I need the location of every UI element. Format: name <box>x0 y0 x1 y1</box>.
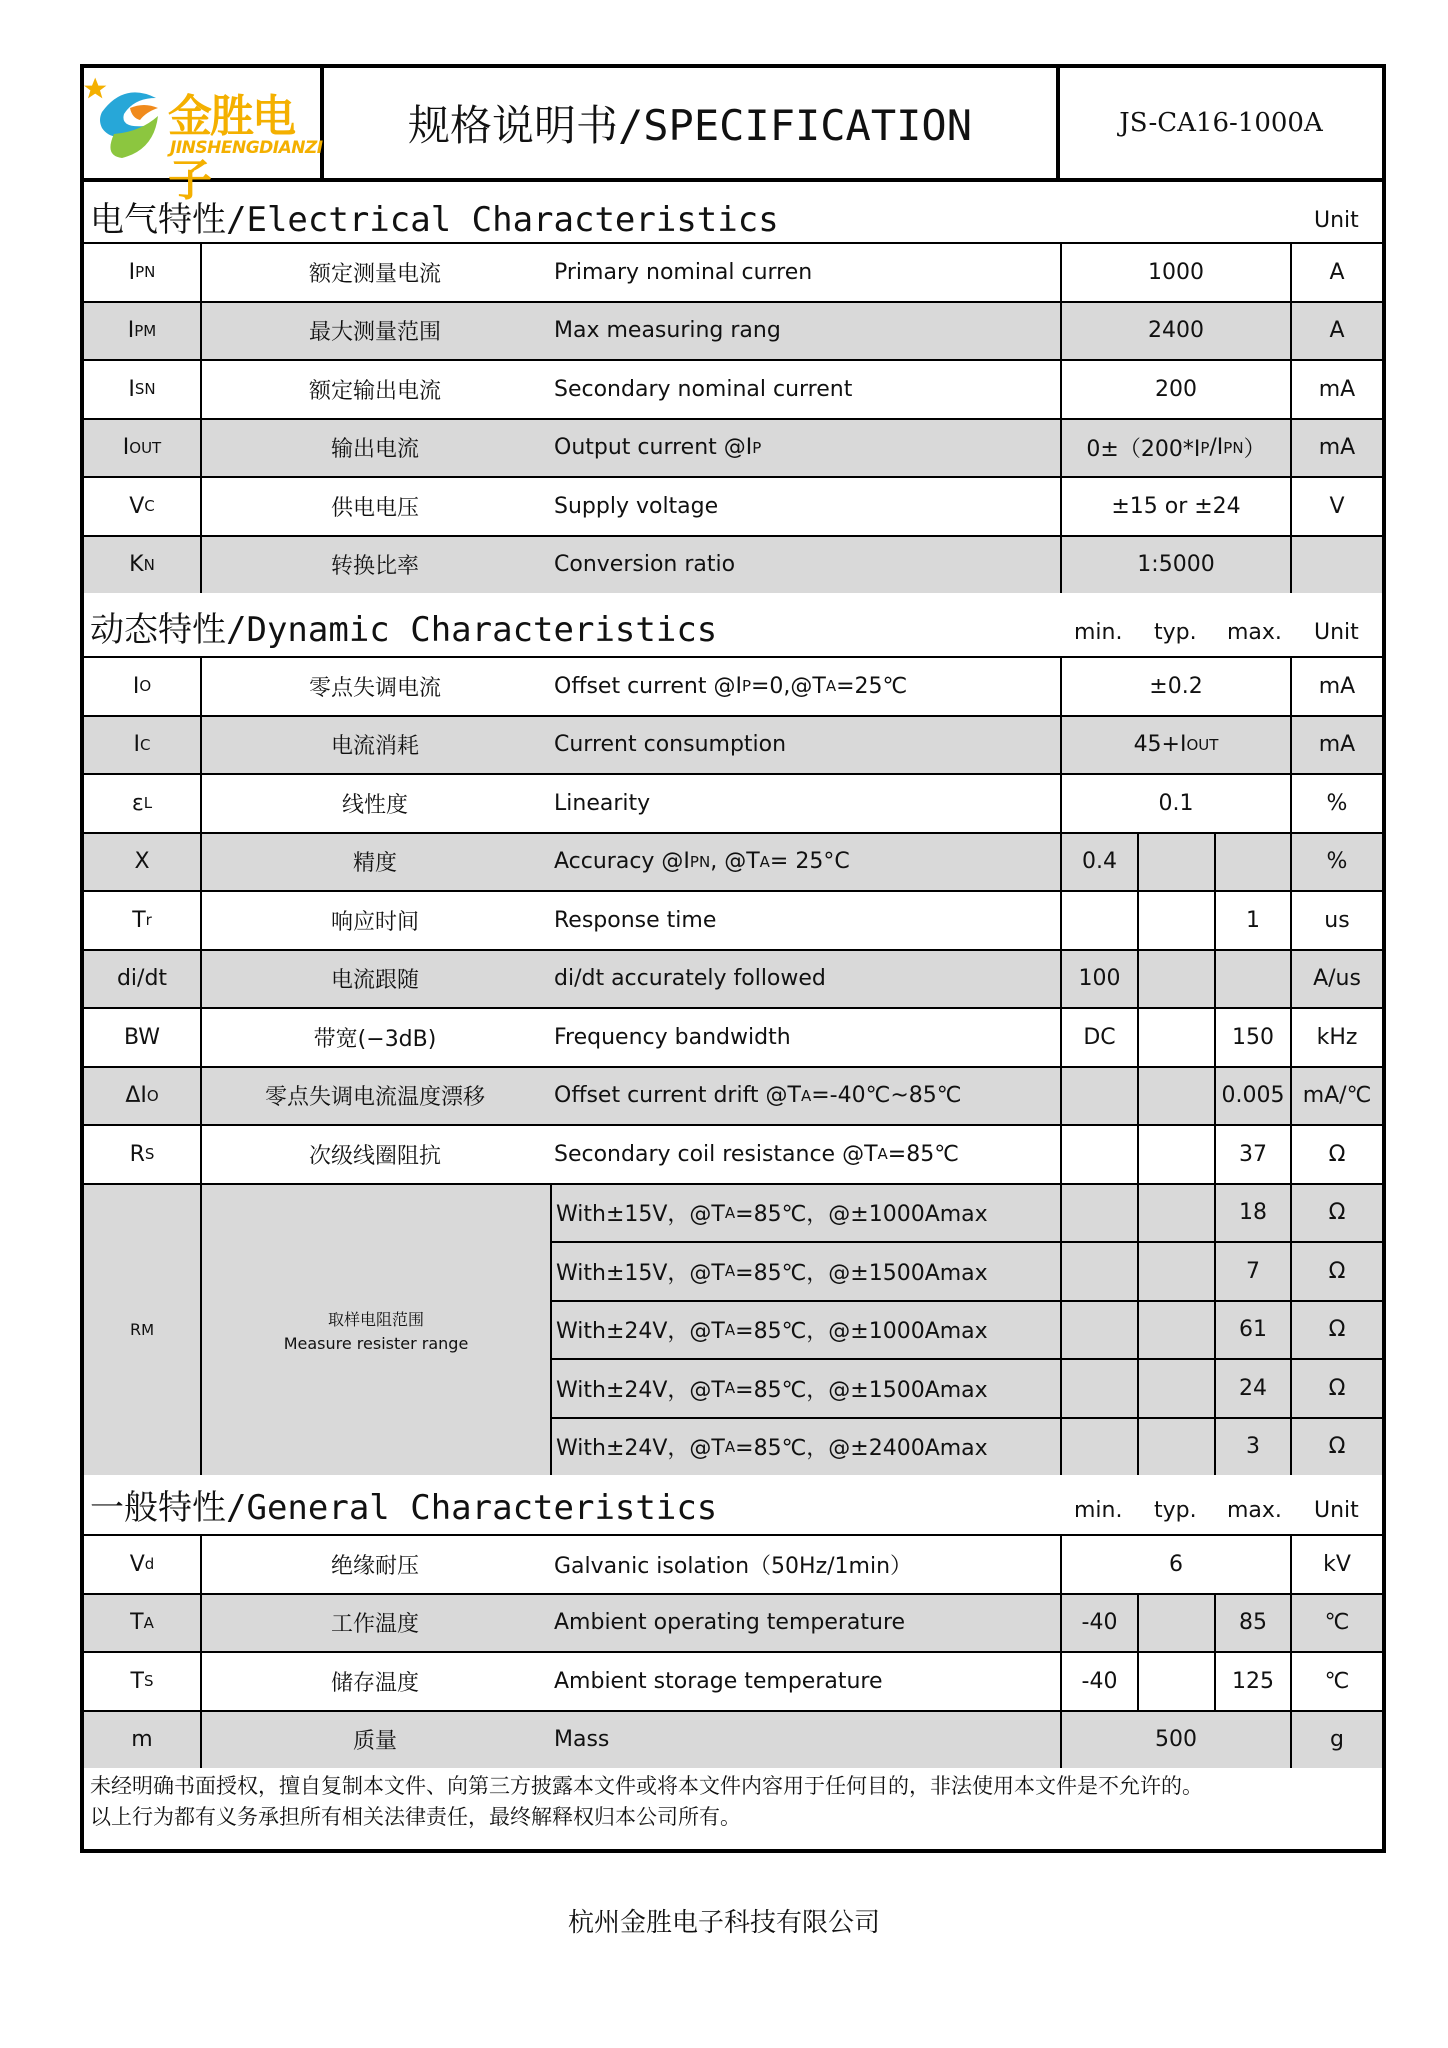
unit-cell: mA <box>1290 717 1382 774</box>
electrical-unit-header: Unit <box>1314 208 1359 233</box>
unit-cell: Ω <box>1290 1302 1382 1359</box>
max-cell: 125 <box>1214 1653 1290 1710</box>
english-name-cell: Conversion ratio <box>554 552 736 578</box>
symbol-cell: T r <box>84 892 202 949</box>
rm-condition-cell: With±15V，@T A =85℃，@±1000Amax <box>556 1202 988 1228</box>
value-cell: ±0.2 <box>1060 658 1290 715</box>
unit-cell <box>1290 537 1382 594</box>
max-cell <box>1214 951 1290 1008</box>
symbol-cell: R S <box>84 1126 202 1183</box>
english-name-cell: Ambient storage temperature <box>554 1668 883 1694</box>
rm-condition-cell: With±24V，@T A =85℃，@±1000Amax <box>556 1319 988 1345</box>
min-cell: -40 <box>1060 1595 1137 1652</box>
symbol-cell: V C <box>84 478 202 535</box>
chinese-name-cell: 质量 <box>352 1729 397 1755</box>
legal-notice <box>84 1759 1382 1849</box>
min-cell <box>1060 1419 1137 1476</box>
min-cell <box>1060 892 1137 949</box>
value-cell: 200 <box>1060 361 1290 418</box>
typ-cell <box>1137 892 1214 949</box>
chinese-name-cell: 电流跟随 <box>330 968 419 994</box>
symbol-cell: I PM <box>84 303 202 360</box>
rm-table-row <box>552 1241 1382 1300</box>
unit-cell: ℃ <box>1290 1653 1382 1710</box>
max-cell <box>1214 834 1290 891</box>
english-name-cell: Secondary coil resistance @T A =85℃ <box>554 1141 959 1167</box>
dynamic-typ-header: typ. <box>1154 620 1197 645</box>
logo-pinyin: JINSHENGDIANZI <box>170 138 323 158</box>
chinese-name-cell: 次级线圈阻抗 <box>308 1143 441 1169</box>
general-typ-header: typ. <box>1154 1498 1197 1523</box>
symbol-cell: I SN <box>84 361 202 418</box>
rm-condition-cell: With±15V，@T A =85℃，@±1500Amax <box>556 1260 988 1286</box>
typ-cell <box>1137 1595 1214 1652</box>
rm-table-row <box>552 1300 1382 1359</box>
typ-cell <box>1137 834 1214 891</box>
symbol-cell: V d <box>84 1536 202 1593</box>
chinese-name-cell: 转换比率 <box>330 554 419 580</box>
symbol-cell: I C <box>84 717 202 774</box>
value-cell: 2400 <box>1060 303 1290 360</box>
symbol-cell: T S <box>84 1653 202 1710</box>
max-cell: 7 <box>1214 1243 1290 1300</box>
unit-cell: A/us <box>1290 951 1382 1008</box>
table-row <box>84 1710 1382 1769</box>
max-cell: 0.005 <box>1214 1068 1290 1125</box>
rm-table-row <box>552 1417 1382 1476</box>
table-row <box>84 359 1382 418</box>
chinese-name-cell: 额定测量电流 <box>308 261 441 287</box>
typ-cell <box>1137 1185 1214 1242</box>
symbol-cell: m <box>84 1712 202 1769</box>
dynamic-section-title: 动态特性/Dynamic Characteristics <box>90 610 718 650</box>
table-row <box>84 242 1382 301</box>
chinese-name-cell: 零点失调电流 <box>308 675 441 701</box>
general-section-title: 一般特性/General Characteristics <box>90 1488 718 1528</box>
unit-cell: Ω <box>1290 1360 1382 1417</box>
unit-cell: % <box>1290 775 1382 832</box>
chinese-name-cell: 线性度 <box>341 792 408 818</box>
unit-cell: mA <box>1290 658 1382 715</box>
max-cell: 1 <box>1214 892 1290 949</box>
general-unit-header: Unit <box>1314 1498 1359 1523</box>
min-cell: -40 <box>1060 1653 1137 1710</box>
typ-cell <box>1137 1653 1214 1710</box>
unit-cell: A <box>1290 303 1382 360</box>
table-row <box>84 418 1382 477</box>
table-row <box>84 476 1382 535</box>
table-row <box>84 773 1382 832</box>
english-name-cell: Secondary nominal current <box>554 376 853 402</box>
unit-cell: Ω <box>1290 1185 1382 1242</box>
rm-en-label: Measure resister range <box>283 1333 469 1353</box>
symbol-cell: di/dt <box>84 951 202 1008</box>
symbol-cell: R M <box>84 1185 202 1476</box>
chinese-name-cell: 响应时间 <box>330 909 419 935</box>
max-cell: 18 <box>1214 1185 1290 1242</box>
value-cell: ±15 or ±24 <box>1060 478 1290 535</box>
general-min-header: min. <box>1074 1498 1123 1523</box>
value-cell: 1000 <box>1060 244 1290 301</box>
table-row <box>84 890 1382 949</box>
max-cell: 61 <box>1214 1302 1290 1359</box>
unit-cell: % <box>1290 834 1382 891</box>
chinese-name-cell: 最大测量范围 <box>308 320 441 346</box>
min-cell <box>1060 1068 1137 1125</box>
unit-cell: Ω <box>1290 1243 1382 1300</box>
table-row <box>84 656 1382 715</box>
unit-cell: A <box>1290 244 1382 301</box>
table-row <box>84 832 1382 891</box>
english-name-cell: Max measuring rang <box>554 318 781 344</box>
symbol-cell: X <box>84 834 202 891</box>
chinese-name-cell: 储存温度 <box>330 1670 419 1696</box>
min-cell <box>1060 1360 1137 1417</box>
value-cell: 6 <box>1060 1536 1290 1593</box>
chinese-name-cell: 工作温度 <box>330 1612 419 1638</box>
table-row <box>84 949 1382 1008</box>
min-cell <box>1060 1302 1137 1359</box>
unit-cell: mA <box>1290 361 1382 418</box>
english-name-cell: Accuracy @I PN , @T A = 25°C <box>554 849 850 875</box>
chinese-name-cell: 供电电压 <box>330 495 419 521</box>
typ-cell <box>1137 1243 1214 1300</box>
typ-cell <box>1137 1360 1214 1417</box>
chinese-name-cell: 输出电流 <box>330 437 419 463</box>
english-name-cell: Ambient operating temperature <box>554 1610 906 1636</box>
value-cell: 500 <box>1060 1712 1290 1769</box>
spec-sheet <box>80 64 1386 1853</box>
symbol-cell: I O <box>84 658 202 715</box>
min-cell: 0.4 <box>1060 834 1137 891</box>
english-name-cell: Supply voltage <box>554 493 719 519</box>
logo-text: 金胜电子 <box>168 91 294 206</box>
max-cell: 85 <box>1214 1595 1290 1652</box>
max-cell: 3 <box>1214 1419 1290 1476</box>
symbol-cell: I OUT <box>84 420 202 477</box>
unit-cell: us <box>1290 892 1382 949</box>
unit-cell: kHz <box>1290 1009 1382 1066</box>
english-name-cell: Frequency bandwidth <box>554 1024 791 1050</box>
value-cell: 0.1 <box>1060 775 1290 832</box>
typ-cell <box>1137 1009 1214 1066</box>
symbol-cell: ΔI O <box>84 1068 202 1125</box>
max-cell: 150 <box>1214 1009 1290 1066</box>
symbol-cell: T A <box>84 1595 202 1652</box>
symbol-cell: BW <box>84 1009 202 1066</box>
typ-cell <box>1137 1126 1214 1183</box>
english-name-cell: Response time <box>554 907 717 933</box>
english-name-cell: Mass <box>554 1727 610 1753</box>
dynamic-max-header: max. <box>1227 620 1282 645</box>
company-name: 杭州金胜电子科技有限公司 <box>567 1908 880 1938</box>
part-number: JS-CA16-1000A <box>1119 108 1323 138</box>
table-row <box>84 1066 1382 1125</box>
value-cell: 0±（200*I P /I PN ） <box>1060 420 1290 477</box>
legal-notice-line1: 未经明确书面授权，擅自复制本文件、向第三方披露本文件或将本文件内容用于任何目的，非法使用本文件是不允许的。 <box>90 1774 1203 1798</box>
table-row <box>84 1593 1382 1652</box>
typ-cell <box>1137 951 1214 1008</box>
english-name-cell: Offset current drift @T A =-40℃~85℃ <box>554 1083 962 1109</box>
unit-cell: ℃ <box>1290 1595 1382 1652</box>
table-row <box>84 715 1382 774</box>
max-cell: 37 <box>1214 1126 1290 1183</box>
english-name-cell: Galvanic isolation（50Hz/1min） <box>554 1553 913 1579</box>
typ-cell <box>1137 1302 1214 1359</box>
symbol-cell: ε L <box>84 775 202 832</box>
typ-cell <box>1137 1068 1214 1125</box>
rm-condition-cell: With±24V，@T A =85℃，@±2400Amax <box>556 1436 988 1462</box>
chinese-name-cell: 精度 <box>352 851 397 877</box>
dynamic-min-header: min. <box>1074 620 1123 645</box>
english-name-cell: Output current @I P <box>554 435 762 461</box>
legal-notice-line2: 以上行为都有义务承担所有相关法律责任，最终解释权归本公司所有。 <box>90 1805 741 1829</box>
chinese-name-cell <box>202 1185 552 1476</box>
english-name-cell: Offset current @I P =0,@T A =25℃ <box>554 673 908 699</box>
english-name-cell: Linearity <box>554 790 651 816</box>
unit-cell: mA/℃ <box>1290 1068 1382 1125</box>
chinese-name-cell: 电流消耗 <box>330 734 419 760</box>
chinese-name-cell: 额定输出电流 <box>308 378 441 404</box>
company-logo <box>84 68 324 206</box>
unit-cell: V <box>1290 478 1382 535</box>
table-row <box>84 1651 1382 1710</box>
symbol-cell: K N <box>84 537 202 594</box>
table-row <box>84 1124 1382 1183</box>
unit-cell: kV <box>1290 1536 1382 1593</box>
rm-zh-label: 取样电阻范围 <box>327 1309 424 1329</box>
min-cell: 100 <box>1060 951 1137 1008</box>
table-row <box>84 535 1382 594</box>
document-title: 规格说明书/SPECIFICATION <box>324 68 1060 178</box>
min-cell <box>1060 1126 1137 1183</box>
english-name-cell: Current consumption <box>554 732 787 758</box>
table-row <box>84 1007 1382 1066</box>
typ-cell <box>1137 1419 1214 1476</box>
table-row <box>84 1534 1382 1593</box>
electrical-section-title: 电气特性/Electrical Characteristics <box>90 200 779 240</box>
general-max-header: max. <box>1227 1498 1282 1523</box>
sheet-header <box>84 68 1382 206</box>
unit-cell: g <box>1290 1712 1382 1769</box>
rm-table-row <box>552 1183 1382 1242</box>
value-cell: 1:5000 <box>1060 537 1290 594</box>
chinese-name-cell: 零点失调电流温度漂移 <box>264 1085 485 1111</box>
unit-cell: Ω <box>1290 1419 1382 1476</box>
dynamic-unit-header: Unit <box>1314 620 1359 645</box>
min-cell: DC <box>1060 1009 1137 1066</box>
value-cell: 45+I OUT <box>1060 717 1290 774</box>
symbol-cell: I PN <box>84 244 202 301</box>
english-name-cell: di/dt accurately followed <box>554 966 826 992</box>
english-name-cell: Primary nominal curren <box>554 259 813 285</box>
unit-cell: Ω <box>1290 1126 1382 1183</box>
min-cell <box>1060 1243 1137 1300</box>
rm-table-row <box>552 1358 1382 1417</box>
rm-condition-cell: With±24V，@T A =85℃，@±1500Amax <box>556 1377 988 1403</box>
chinese-name-cell: 带宽(−3dB) <box>313 1026 437 1052</box>
min-cell <box>1060 1185 1137 1242</box>
max-cell: 24 <box>1214 1360 1290 1417</box>
unit-cell: mA <box>1290 420 1382 477</box>
table-row <box>84 301 1382 360</box>
chinese-name-cell: 绝缘耐压 <box>330 1553 419 1579</box>
